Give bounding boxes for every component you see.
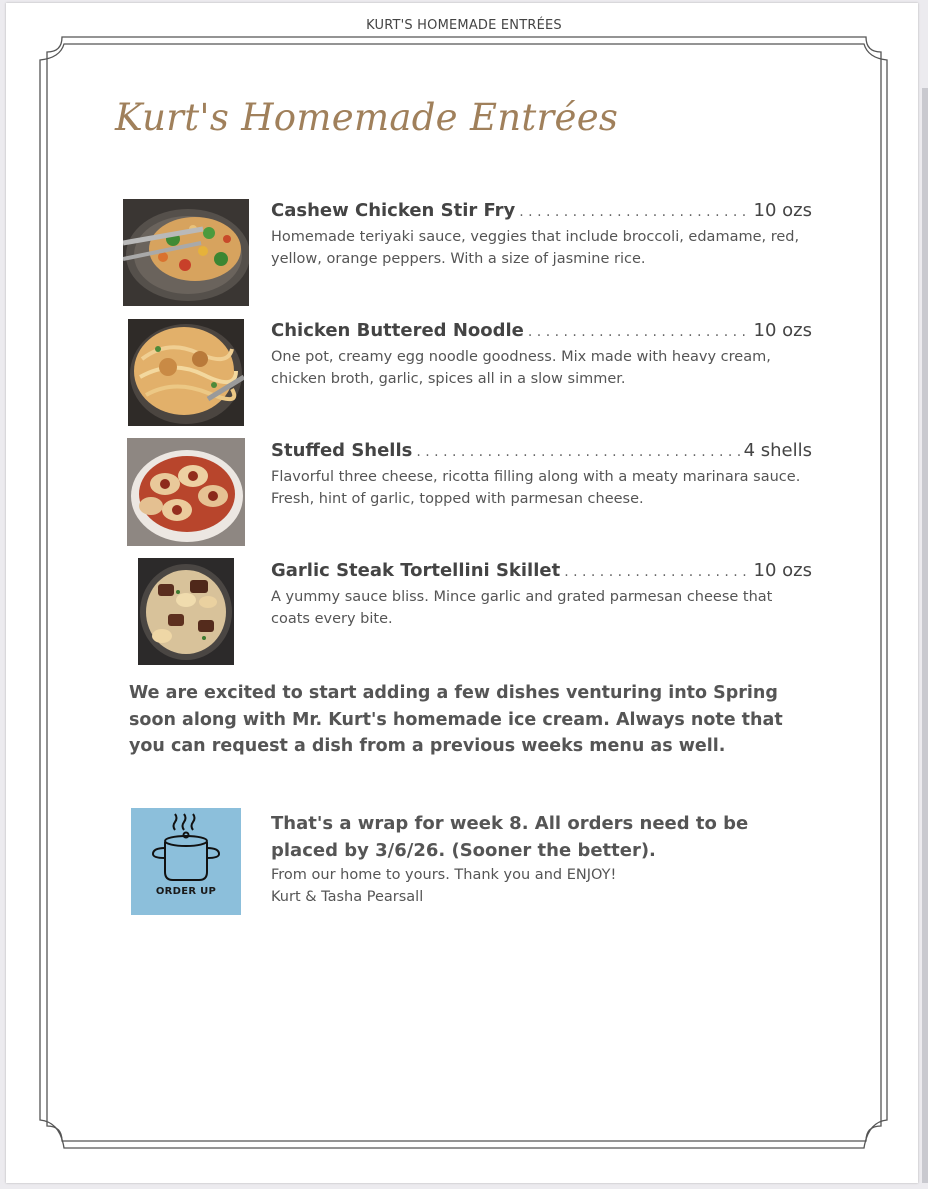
item-heading-row — [271, 200, 812, 221]
menu-title: Kurt's Homemade Entrées — [115, 96, 619, 139]
spring-note: We are excited to start adding a few dishes venturing into Spring soon along with Mr. Kurt's homemade ice cream. Always note that you can request a dish from a previous weeks menu as well. — [129, 683, 783, 756]
item-name: Garlic Steak Tortellini Skillet — [271, 560, 561, 581]
steak-tortellini-photo — [138, 558, 234, 665]
item-size: 10 ozs — [753, 560, 812, 581]
order-up-badge — [131, 808, 241, 915]
item-name: Stuffed Shells — [271, 440, 413, 461]
item-size: 4 shells — [743, 440, 812, 461]
closing-block — [271, 810, 811, 908]
dot-leader — [416, 444, 739, 460]
dot-leader — [519, 204, 749, 220]
item-description: Homemade teriyaki sauce, veggies that include broccoli, edamame, red, yellow, orange peppers. With a size of jasmine rice. — [271, 229, 800, 267]
item-size: 10 ozs — [753, 320, 812, 341]
item-name: Chicken Buttered Noodle — [271, 320, 524, 341]
dot-leader — [564, 564, 749, 580]
item-name: Cashew Chicken Stir Fry — [271, 200, 516, 221]
running-header: KURT'S HOMEMADE ENTRÉES — [366, 18, 562, 33]
dot-leader — [528, 324, 750, 340]
item-heading-row — [271, 560, 812, 581]
item-description: A yummy sauce bliss. Mince garlic and grated parmesan cheese that coats every bite. — [271, 589, 773, 627]
closing-thanks: From our home to yours. Thank you and ENJOY! — [271, 867, 617, 883]
closing-signature: Kurt & Tasha Pearsall — [271, 889, 424, 905]
item-description: Flavorful three cheese, ricotta filling along with a meaty marinara sauce. Fresh, hint of garlic, topped with parmesan cheese. — [271, 469, 801, 507]
item-size: 10 ozs — [753, 200, 812, 221]
item-heading-row — [271, 440, 812, 461]
item-description: One pot, creamy egg noodle goodness. Mix made with heavy cream, chicken broth, garlic, spices all in a slow simmer. — [271, 349, 771, 387]
stir-fry-pan-photo — [123, 199, 249, 306]
cooking-pot-icon — [131, 808, 241, 888]
stuffed-shells-photo — [127, 438, 245, 546]
closing-headline: That's a wrap for week 8. All orders need to be placed by 3/6/26. (Sooner the better). — [271, 813, 749, 861]
buttered-noodle-photo — [128, 319, 244, 426]
order-up-label: ORDER UP — [155, 886, 217, 897]
item-heading-row — [271, 320, 812, 341]
